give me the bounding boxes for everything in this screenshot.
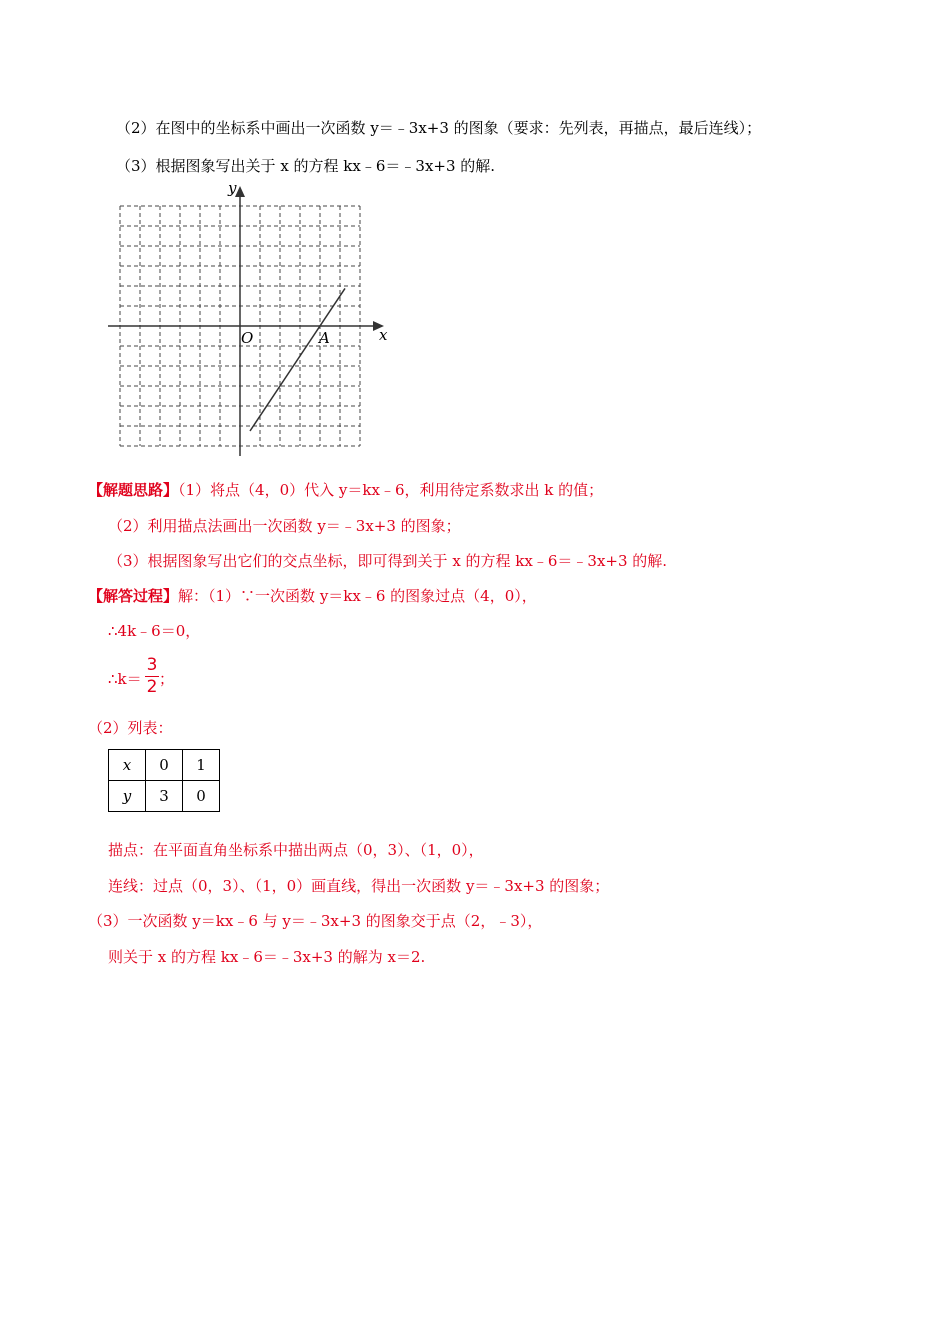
- table-cell: x: [109, 750, 146, 781]
- table-cell: 0: [183, 781, 220, 812]
- y-axis-arrow: [235, 186, 245, 197]
- table-cell: y: [109, 781, 146, 812]
- value-table: [108, 749, 220, 812]
- x-axis-label: x: [379, 326, 388, 344]
- solution-idea-line-1: [88, 480, 603, 500]
- process-tag: 【解答过程】: [88, 587, 179, 605]
- question-part-2: （2）在图中的坐标系中画出一次函数 y＝﹣3x+3 的图象（要求：先列表，再描点，最后连线）；: [116, 119, 762, 137]
- table-row: [109, 781, 220, 812]
- fraction-three-halves: [145, 656, 159, 697]
- function-line: [250, 288, 345, 431]
- table-cell: 3: [146, 781, 183, 812]
- idea-text-1: （1）将点（4，0）代入 y＝kx﹣6，利用待定系数求出 k 的值；: [178, 481, 604, 499]
- step-equation: ∴4k﹣6＝0，: [108, 622, 201, 640]
- origin-label: O: [241, 329, 254, 347]
- solution-process-line-1: [88, 586, 537, 606]
- list-title: （2）列表：: [88, 719, 173, 737]
- fraction-numerator: 3: [146, 655, 158, 675]
- step-k-suffix: ；: [159, 670, 175, 688]
- plot-points-text: 描点：在平面直角坐标系中描出两点（0，3）、（1，0），: [108, 841, 484, 859]
- part3-answer-line-1: （3）一次函数 y＝kx﹣6 与 y＝﹣3x+3 的图象交于点（2，﹣3），: [88, 912, 543, 930]
- connect-text: 连线：过点（0，3）、（1，0）画直线，得出一次函数 y＝﹣3x+3 的图象；: [108, 877, 610, 895]
- step-k-prefix: ∴k＝: [108, 670, 142, 688]
- table-row: [109, 750, 220, 781]
- y-axis-label: y: [228, 179, 237, 197]
- idea-tag: 【解题思路】: [88, 481, 179, 499]
- process-text-1: 解：（1）∵一次函数 y＝kx﹣6 的图象过点（4，0），: [178, 587, 537, 605]
- part3-answer-line-2: 则关于 x 的方程 kx﹣6＝﹣3x+3 的解为 x＝2.: [108, 948, 426, 966]
- solution-idea-line-2: （2）利用描点法画出一次函数 y＝﹣3x+3 的图象；: [108, 517, 461, 535]
- fraction-denominator: 2: [146, 677, 158, 697]
- table-cell: 0: [146, 750, 183, 781]
- question-part-3: （3）根据图象写出关于 x 的方程 kx﹣6＝﹣3x+3 的解.: [116, 157, 496, 175]
- solution-idea-line-3: （3）根据图象写出它们的交点坐标，即可得到关于 x 的方程 kx﹣6＝﹣3x+3 的解.: [108, 552, 668, 570]
- point-a-label: A: [319, 329, 330, 347]
- table-cell: 1: [183, 750, 220, 781]
